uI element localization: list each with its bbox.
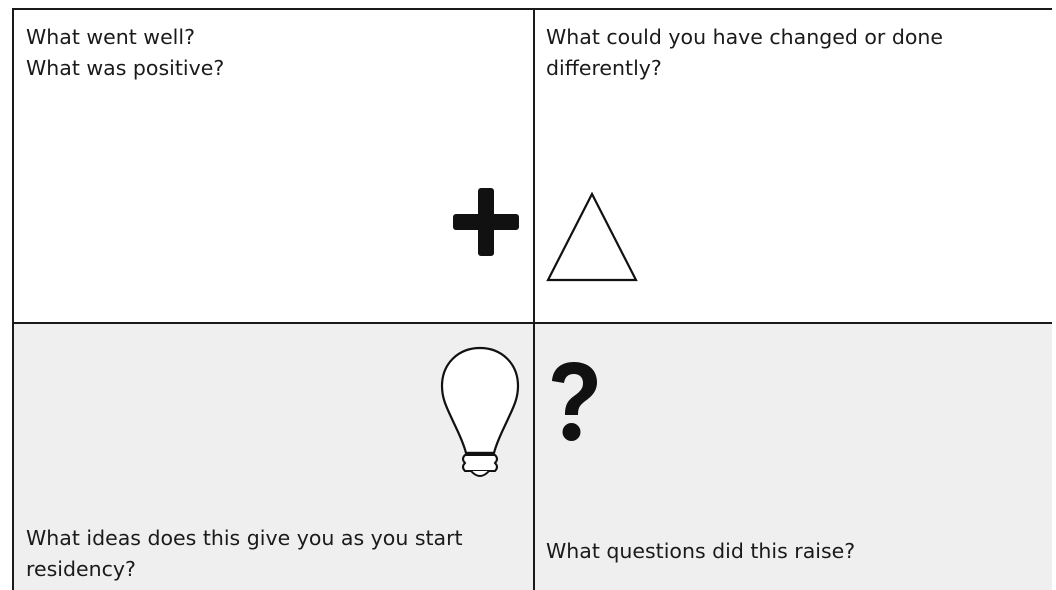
quadrant-questions — [534, 323, 1052, 590]
triangle-icon — [546, 192, 638, 282]
question-mark-icon — [546, 359, 602, 445]
reflection-grid — [12, 8, 1052, 590]
questions-prompt: What questions did this raise? — [546, 539, 856, 563]
positive-question: What was positive? — [26, 56, 225, 80]
quadrant-ideas — [14, 323, 534, 590]
vertical-divider — [533, 10, 535, 590]
plus-icon — [452, 186, 520, 258]
went-well-question: What went well? — [26, 25, 195, 49]
quadrant-went-well — [14, 10, 534, 323]
went-well-prompt — [26, 22, 224, 84]
lightbulb-icon — [438, 345, 522, 483]
changed-prompt: What could you have changed or done differently? — [546, 25, 944, 80]
quadrant-changed — [534, 10, 1052, 323]
ideas-prompt: What ideas does this give you as you start residency? — [26, 526, 463, 581]
horizontal-divider — [14, 322, 1052, 324]
